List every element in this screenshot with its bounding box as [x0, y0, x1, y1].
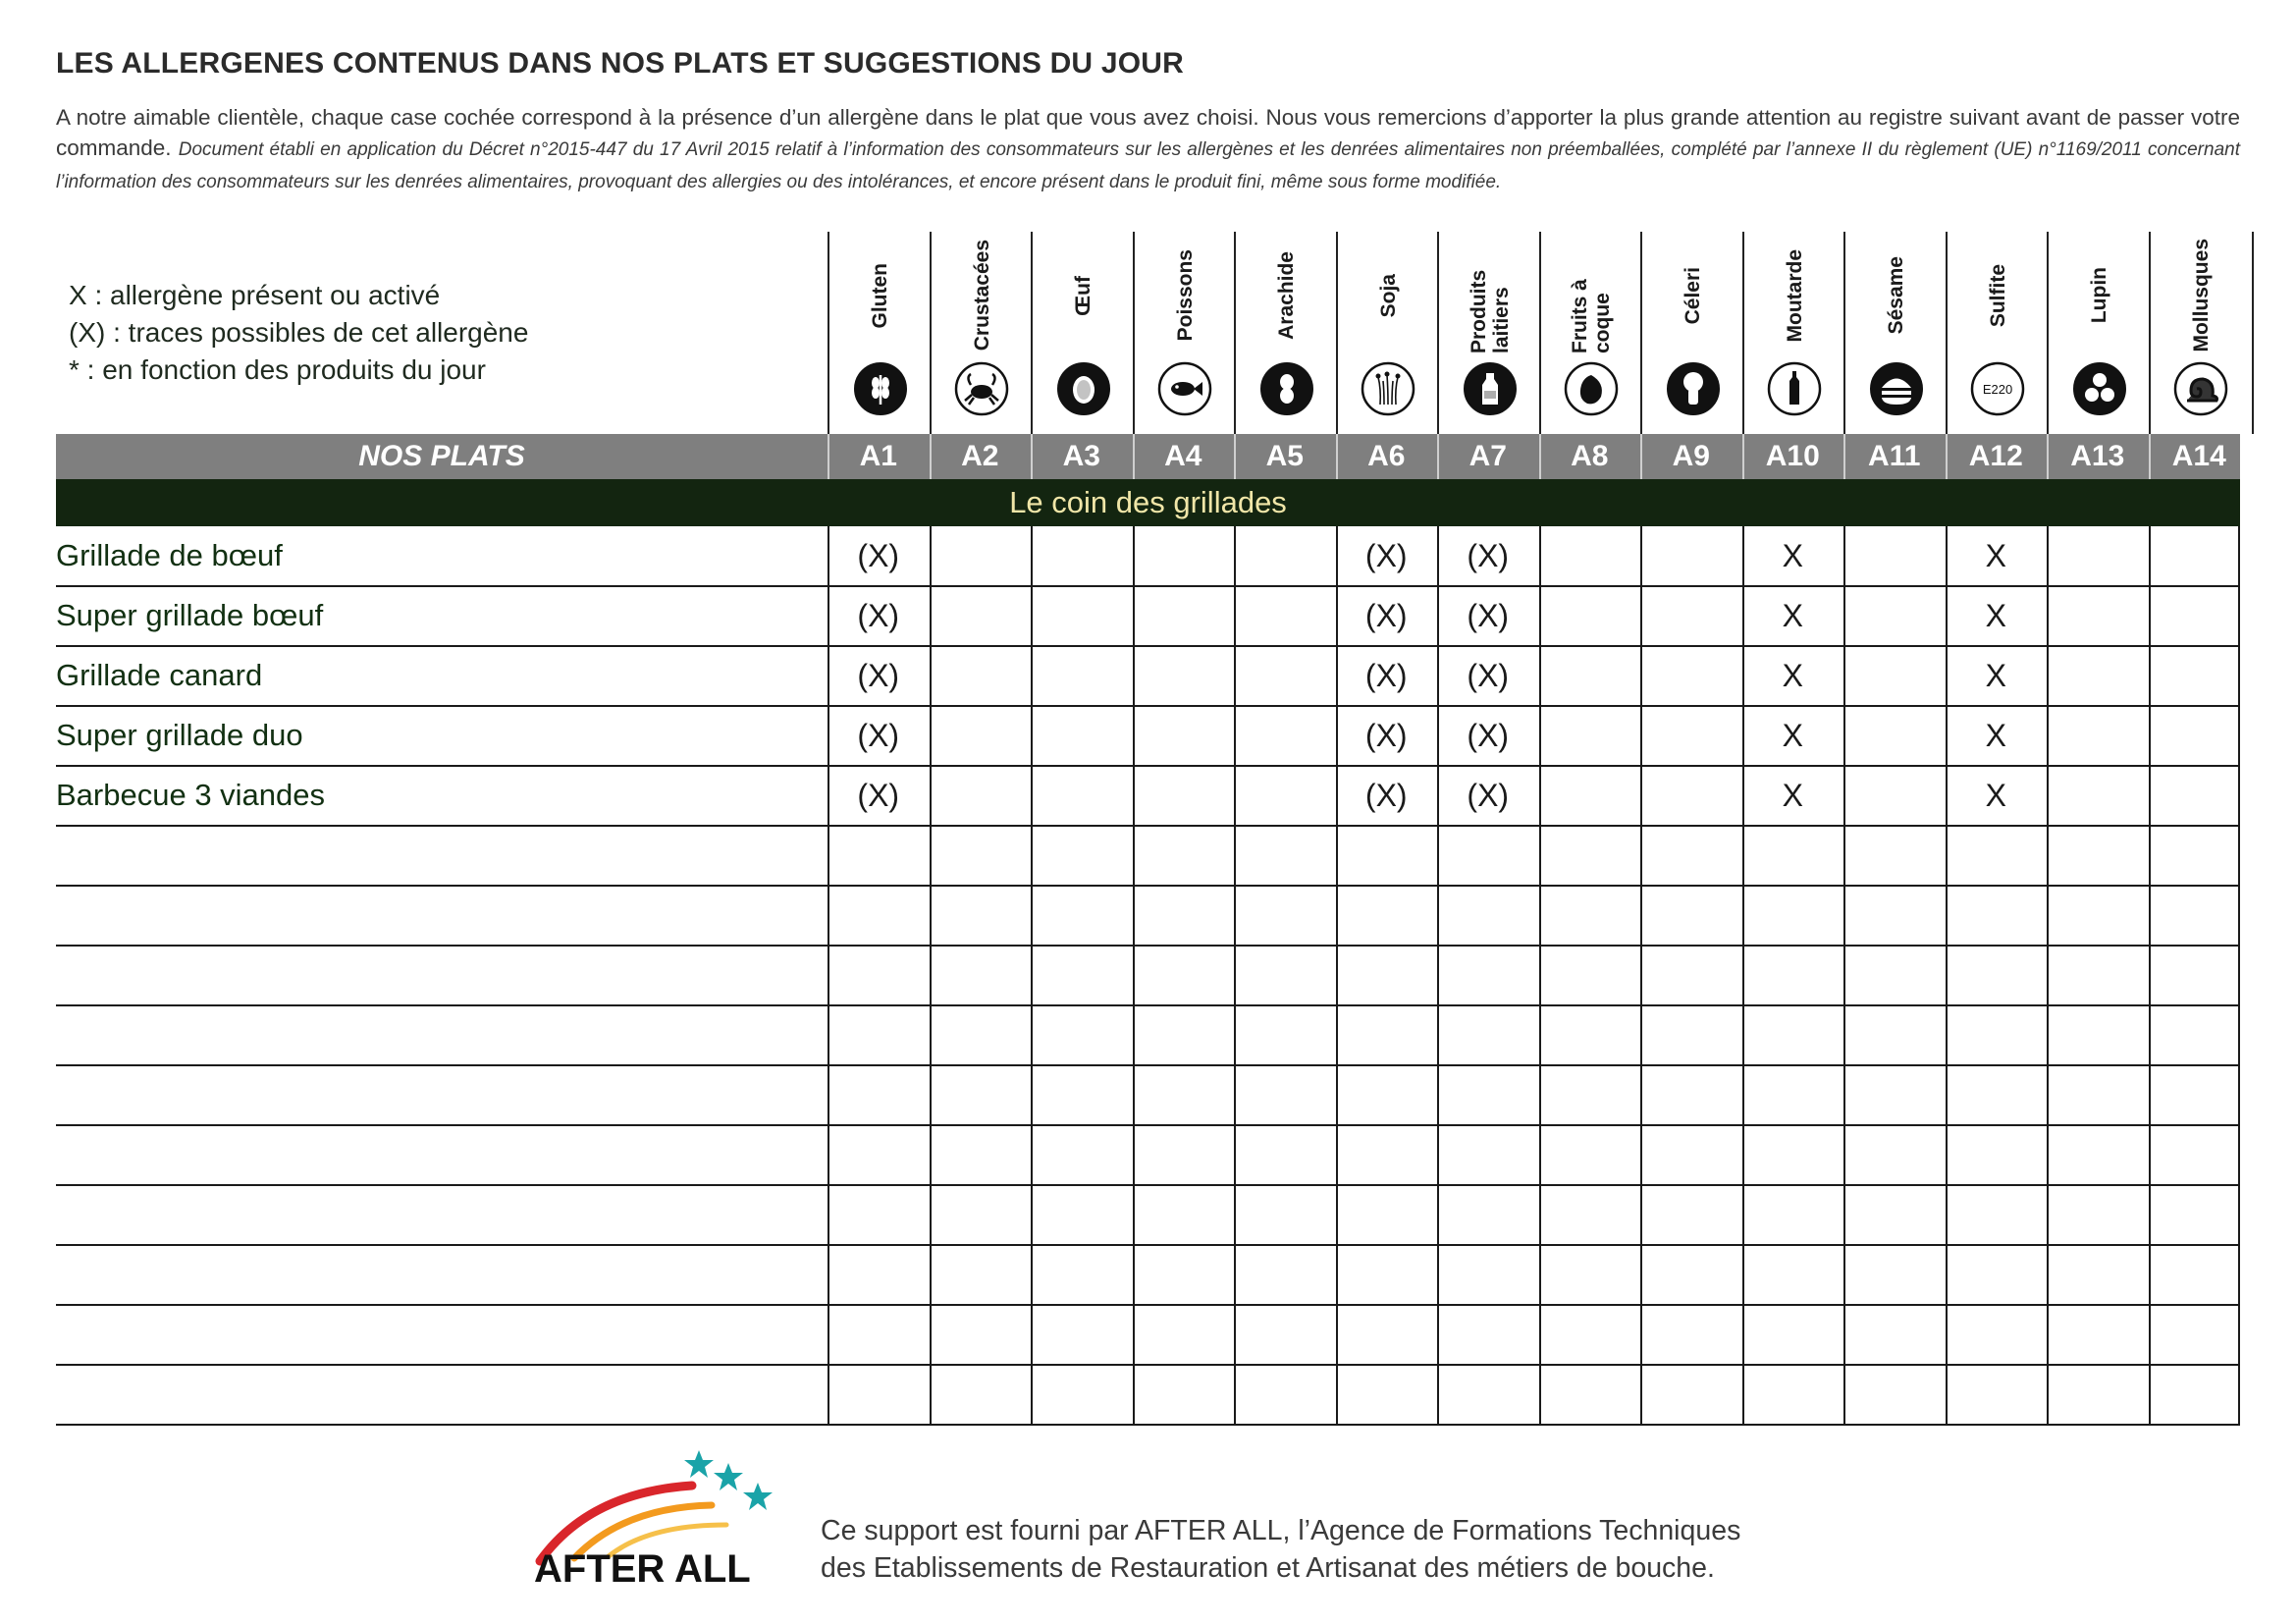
- allergen-mark: (X): [857, 538, 900, 573]
- mustard-bottle-icon: [1767, 361, 1822, 416]
- allergen-name: Céleri: [1682, 266, 1705, 325]
- allergen-mark: (X): [857, 718, 900, 753]
- allergen-column-a14: [2149, 232, 2255, 434]
- star-icons: [684, 1450, 773, 1510]
- allergen-name: Produits laitiers: [1467, 269, 1513, 353]
- allergen-column-a8: [1539, 232, 1643, 434]
- after-all-logo: [530, 1438, 790, 1586]
- allergen-mark: (X): [1364, 658, 1408, 693]
- allergen-column-a11: [1843, 232, 1948, 434]
- allergen-column-a12: [1946, 232, 2050, 434]
- page-title: LES ALLERGENES CONTENUS DANS NOS PLATS ET SUGGESTIONS DU JOUR: [56, 47, 1184, 80]
- column-divider: [1031, 526, 1033, 1425]
- allergen-code-a1: A1: [859, 440, 897, 472]
- allergen-name: Sulfite: [1986, 263, 2009, 328]
- allergen-code-a5: A5: [1265, 440, 1304, 472]
- allergen-code-a7: A7: [1468, 440, 1507, 472]
- allergen-mark: X: [1985, 598, 2006, 633]
- allergen-mark: X: [1985, 658, 2006, 693]
- allergen-mark: (X): [1467, 658, 1510, 693]
- allergen-name: Poissons: [1173, 249, 1197, 342]
- column-divider: [930, 526, 932, 1425]
- allergen-mark: (X): [1364, 598, 1408, 633]
- allergen-mark: X: [1985, 538, 2006, 573]
- dish-name: Barbecue 3 viandes: [56, 778, 326, 812]
- row-divider: [56, 1424, 2240, 1426]
- allergen-name-wrap: [1948, 238, 2050, 353]
- legend-present: X : allergène présent ou activé: [69, 280, 441, 310]
- allergen-name-wrap: [1338, 238, 1440, 353]
- allergen-mark: X: [1782, 538, 1803, 573]
- wheat-icon: [853, 361, 908, 416]
- allergen-column-a1: [828, 232, 932, 434]
- allergen-name: Soja: [1376, 273, 1400, 318]
- allergen-name-wrap: [1744, 238, 1846, 353]
- milk-bottle-icon: [1463, 361, 1518, 416]
- allergen-column-a10: [1742, 232, 1846, 434]
- allergen-column-a2: [930, 232, 1034, 434]
- allergen-code-a14: A14: [2171, 440, 2226, 472]
- sulfite-e220-icon: [1970, 361, 2025, 416]
- row-divider: [56, 1184, 2240, 1186]
- allergen-mark: (X): [1364, 778, 1408, 813]
- allergen-mark: (X): [1467, 598, 1510, 633]
- allergen-mark: X: [1782, 598, 1803, 633]
- allergen-name-wrap: [1541, 238, 1643, 353]
- row-divider: [56, 1004, 2240, 1006]
- allergen-mark: X: [1782, 778, 1803, 813]
- fish-icon: [1157, 361, 1212, 416]
- allergen-code-a11: A11: [1868, 440, 1921, 472]
- allergen-mark: X: [1782, 718, 1803, 753]
- allergen-name: Lupin: [2088, 267, 2111, 324]
- header-nos-plats: NOS PLATS: [358, 440, 525, 472]
- column-divider: [1336, 526, 1338, 1425]
- allergen-mark: (X): [1364, 718, 1408, 753]
- allergen-name-wrap: [1439, 238, 1541, 353]
- crab-icon: [954, 361, 1009, 416]
- allergen-mark: (X): [857, 658, 900, 693]
- allergen-name: Crustacées: [970, 240, 993, 352]
- allergen-code-a4: A4: [1164, 440, 1202, 472]
- row-divider: [56, 1304, 2240, 1306]
- allergen-code-a10: A10: [1765, 440, 1820, 472]
- egg-icon: [1056, 361, 1111, 416]
- allergen-name-wrap: [2151, 238, 2253, 353]
- dish-name: Grillade de bœuf: [56, 538, 283, 572]
- allergen-mark: (X): [1364, 538, 1408, 573]
- sesame-bun-icon: [1869, 361, 1924, 416]
- row-divider: [56, 1364, 2240, 1366]
- allergen-name: Moutarde: [1783, 248, 1806, 343]
- lupin-seeds-icon: [2072, 361, 2127, 416]
- allergen-code-a3: A3: [1062, 440, 1100, 472]
- column-divider: [828, 526, 829, 1425]
- allergen-mark: (X): [857, 598, 900, 633]
- row-divider: [56, 825, 2240, 827]
- row-divider: [56, 585, 2240, 587]
- allergen-name: Arachide: [1275, 251, 1299, 340]
- row-divider: [56, 1244, 2240, 1246]
- row-divider: [56, 705, 2240, 707]
- column-divider: [1742, 526, 1744, 1425]
- dish-name: Super grillade duo: [56, 718, 303, 752]
- allergen-column-a3: [1031, 232, 1135, 434]
- snail-icon: [2173, 361, 2228, 416]
- allergen-mark: (X): [857, 778, 900, 813]
- allergen-code-a8: A8: [1571, 440, 1609, 472]
- legal-notice: Document établi en application du Décret n°2015-447 du 17 Avril 2015 relatif à l’information des consommateurs sur les allergènes et les denrées alimentaires non préemballées, complété par l’annexe II du règlement (UE) n°1169/2011 concernant l’information des consommateurs sur les denrées alimentaires, provoquant des allergies ou des intolérances, et encore présent dans le produit fini, même sous forme modifiée.: [56, 139, 2240, 192]
- allergen-name: Mollusques: [2189, 239, 2213, 352]
- allergen-mark: (X): [1467, 778, 1510, 813]
- column-divider: [1843, 526, 1845, 1425]
- section-header: Le coin des grillades: [56, 479, 2240, 526]
- allergen-name-wrap: [1845, 238, 1948, 353]
- allergen-name-wrap: [1033, 238, 1135, 353]
- allergen-column-a6: [1336, 232, 1440, 434]
- allergen-name: Œuf: [1072, 275, 1095, 316]
- intro-text: A notre aimable clientèle, chaque case cochée correspond à la présence d’un allergène dans le plat que vous avez choisi. Nous vous remercions d’apporter la plus grande attention au registre suivant avant de passer votre commande.: [56, 105, 2240, 160]
- allergen-code-a12: A12: [1968, 440, 2023, 472]
- soy-sprout-icon: [1361, 361, 1415, 416]
- allergen-mark: X: [1985, 718, 2006, 753]
- allergen-name-wrap: [829, 238, 932, 353]
- row-divider: [56, 1124, 2240, 1126]
- allergen-name-wrap: [932, 238, 1034, 353]
- column-divider: [1234, 526, 1236, 1425]
- celery-icon: [1666, 361, 1721, 416]
- footer-credit: [821, 1512, 1740, 1587]
- allergen-code-a2: A2: [961, 440, 999, 472]
- dish-name: Super grillade bœuf: [56, 598, 324, 632]
- column-divider: [1437, 526, 1439, 1425]
- allergen-code-a9: A9: [1672, 440, 1710, 472]
- allergen-column-a9: [1640, 232, 1744, 434]
- allergen-mark: X: [1985, 778, 2006, 813]
- legend-daily: * : en fonction des produits du jour: [69, 354, 486, 385]
- row-divider: [56, 1064, 2240, 1066]
- allergen-column-a7: [1437, 232, 1541, 434]
- column-divider: [1539, 526, 1541, 1425]
- legend: [69, 277, 528, 389]
- allergen-name-wrap: [1642, 238, 1744, 353]
- allergen-code-a6: A6: [1367, 440, 1406, 472]
- allergen-column-a5: [1234, 232, 1338, 434]
- allergen-name-wrap: [1135, 238, 1237, 353]
- row-divider: [56, 645, 2240, 647]
- allergen-name: Gluten: [869, 262, 892, 329]
- allergen-name: Fruits à coque: [1569, 279, 1615, 353]
- row-divider: [56, 885, 2240, 887]
- intro-paragraph: [56, 102, 2240, 197]
- allergen-name: Sésame: [1885, 256, 1908, 335]
- allergen-mark: (X): [1467, 538, 1510, 573]
- column-divider: [2238, 526, 2240, 1425]
- allergen-code-a13: A13: [2070, 440, 2125, 472]
- peanut-icon: [1259, 361, 1314, 416]
- logo-text: AFTER ALL: [534, 1547, 751, 1586]
- allergen-column-a13: [2047, 232, 2151, 434]
- allergen-name-wrap: [2049, 238, 2151, 353]
- row-divider: [56, 945, 2240, 947]
- legend-traces: (X) : traces possibles de cet allergène: [69, 317, 529, 348]
- allergen-name-wrap: [1236, 238, 1338, 353]
- allergen-column-a4: [1133, 232, 1237, 434]
- column-divider: [1133, 526, 1135, 1425]
- row-divider: [56, 765, 2240, 767]
- footer-line-2: des Etablissements de Restauration et Artisanat des métiers de bouche.: [821, 1552, 1715, 1584]
- dish-name: Grillade canard: [56, 658, 263, 692]
- svg-text:E220: E220: [1983, 382, 2013, 397]
- column-divider: [1946, 526, 1948, 1425]
- column-divider: [2149, 526, 2151, 1425]
- column-divider: [1640, 526, 1642, 1425]
- nut-icon: [1564, 361, 1619, 416]
- footer-line-1: Ce support est fourni par AFTER ALL, l’Agence de Formations Techniques: [821, 1515, 1741, 1546]
- allergen-mark: (X): [1467, 718, 1510, 753]
- allergen-mark: X: [1782, 658, 1803, 693]
- column-divider: [2047, 526, 2049, 1425]
